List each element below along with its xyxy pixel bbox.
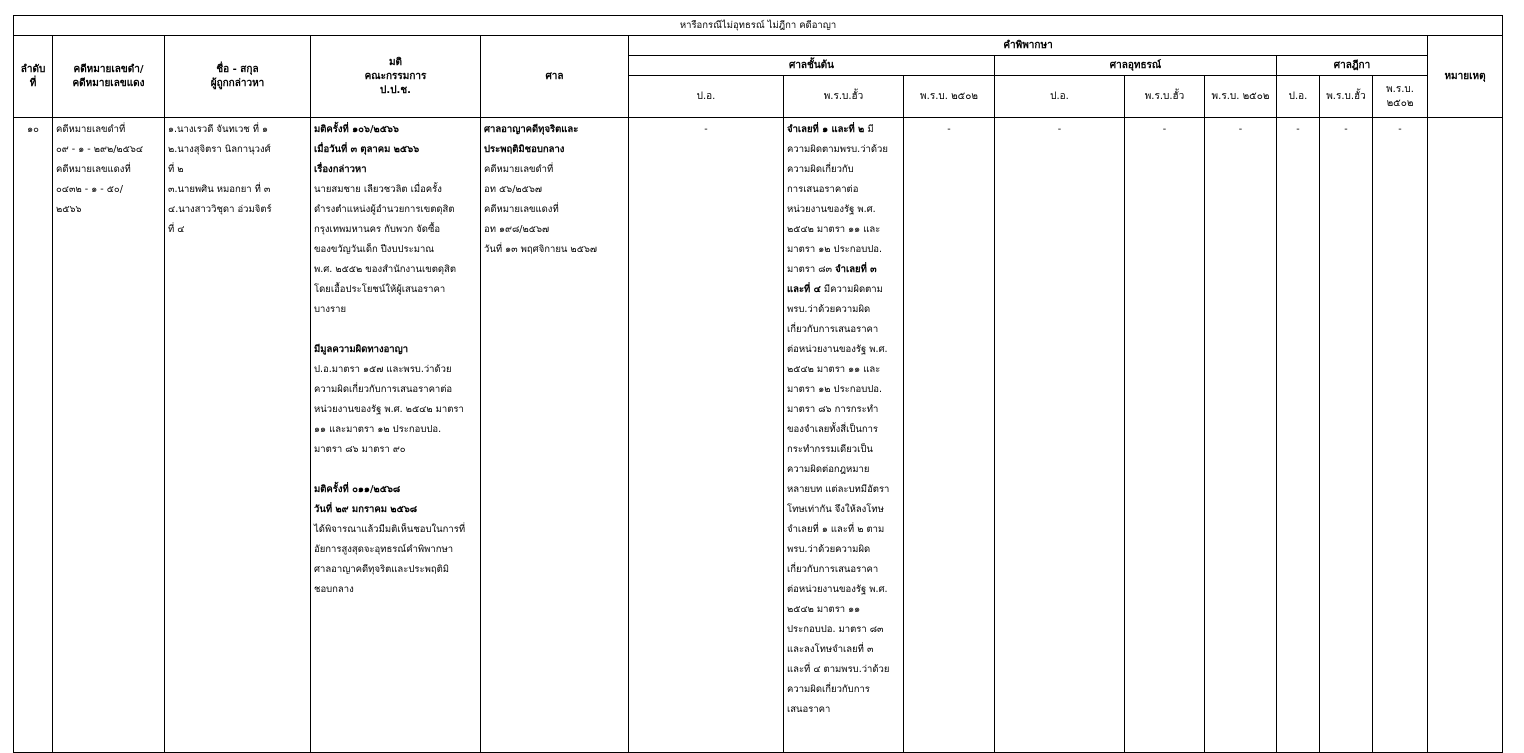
bid-act-text-bold: จำเลยที่ ๓ bbox=[835, 264, 877, 275]
bid-act-text: จำเลยที่ ๑ และที่ ๒ bbox=[787, 124, 865, 135]
header-appeal-act-2502: พ.ร.บ. ๒๕๐๒ bbox=[1205, 76, 1277, 118]
bid-act-line bbox=[787, 220, 900, 240]
header-appeal-criminal-code: ป.อ. bbox=[995, 76, 1125, 118]
bid-act-line bbox=[787, 280, 900, 300]
bid-act-text-rest: มีความผิดตาม bbox=[820, 284, 883, 295]
bid-act-text: ๒๕๔๒ มาตรา ๑๑ และ bbox=[787, 224, 881, 235]
bid-act-text: การเสนอราคาต่อ bbox=[787, 184, 859, 195]
bid-act-line bbox=[787, 540, 900, 560]
header-judgment: คำพิพากษา bbox=[629, 36, 1428, 56]
bid-act-text: และที่ ๔ bbox=[787, 284, 821, 295]
header-first-court-bid-act: พ.ร.บ.ฮั้ว bbox=[784, 76, 904, 118]
bid-act-line bbox=[787, 400, 900, 420]
bid-act-text: และลงโทษจำเลยที่ ๓ bbox=[787, 644, 874, 655]
bid-act-line bbox=[787, 140, 900, 160]
bid-act-line bbox=[787, 440, 900, 460]
cell-supreme-criminal-code: - bbox=[1277, 118, 1320, 753]
bid-act-line bbox=[787, 420, 900, 440]
bid-act-line bbox=[787, 600, 900, 620]
header-court: ศาล bbox=[481, 36, 629, 118]
table-title: หารือกรณีไม่อุทธรณ์ ไม่ฎีกา คดีอาญา bbox=[14, 16, 1503, 36]
bid-act-line bbox=[787, 520, 900, 540]
header-first-court: ศาลชั้นต้น bbox=[629, 56, 995, 76]
bid-act-text: หน่วยงานของรัฐ พ.ศ. bbox=[787, 204, 876, 215]
bid-act-line bbox=[787, 240, 900, 260]
bid-act-text: เสนอราคา bbox=[787, 704, 831, 715]
cell-first-court-bid-act bbox=[784, 118, 904, 753]
cell-first-court-criminal-code: - bbox=[629, 118, 784, 753]
case-table bbox=[13, 15, 1503, 753]
bid-act-line bbox=[787, 200, 900, 220]
bid-act-line bbox=[787, 560, 900, 580]
header-supreme-criminal-code: ป.อ. bbox=[1277, 76, 1320, 118]
header-remark: หมายเหตุ bbox=[1428, 36, 1503, 118]
cell-first-court-act-2502: - bbox=[904, 118, 995, 753]
header-accused-name: ชื่อ - สกุล ผู้ถูกกล่าวหา bbox=[165, 36, 311, 118]
bid-act-text: มาตรา ๘๖ การกระทำ bbox=[787, 404, 879, 415]
bid-act-line bbox=[787, 360, 900, 380]
bid-act-text-rest: มี bbox=[864, 124, 874, 135]
bid-act-line bbox=[787, 180, 900, 200]
bid-act-text: ประกอบปอ. มาตรา ๘๓ bbox=[787, 624, 884, 635]
cell-appeal-criminal-code: - bbox=[995, 118, 1125, 753]
bid-act-text: หลายบท แต่ละบทมีอัตรา bbox=[787, 484, 890, 495]
cell-seq: ๑๐ bbox=[14, 118, 53, 753]
cell-appeal-bid-act: - bbox=[1125, 118, 1205, 753]
cell-case-no: คดีหมายเลขดำที่ ๐๙ - ๑ - ๒๙๒/๒๕๖๔ คดีหมายเลขแดงที่ ๐๔๓๒ - ๑ - ๕๐/ ๒๕๖๖ bbox=[53, 118, 165, 753]
bid-act-text: ความผิดตามพรบ.ว่าด้วย bbox=[787, 144, 888, 155]
bid-act-line bbox=[787, 640, 900, 660]
header-appeal-bid-act: พ.ร.บ.ฮั้ว bbox=[1125, 76, 1205, 118]
bid-act-line bbox=[787, 380, 900, 400]
bid-act-text: ๒๕๔๒ มาตรา ๑๑ bbox=[787, 604, 861, 615]
bid-act-text: ต่อหน่วยงานของรัฐ พ.ศ. bbox=[787, 344, 888, 355]
bid-act-text: มาตรา ๑๒ ประกอบปอ. bbox=[787, 384, 883, 395]
bid-act-line bbox=[787, 480, 900, 500]
bid-act-line bbox=[787, 320, 900, 340]
bid-act-text: โทษเท่ากัน จึงให้ลงโทษ bbox=[787, 504, 884, 515]
cell-resolution: มติครั้งที่ ๑๐๖/๒๕๖๖ เมื่อวันที่ ๓ ตุลาคม ๒๕๖๖ เรื่องกล่าวหา นายสมชาย เลียวชวลิต เมื่อครั้ง ดำรงตำแหน่งผู้อำนวยการเขตดุสิต กรุงเทพมหานคร กับพวก จัดซื้อ ของขวัญวันเด็ก ปีงบประมาณ พ.ศ. ๒๕๕๒ ของสำนักงานเขตดุสิต โดยเอื้อประโยชน์ให้ผู้เสนอราคา บางราย มีมูลความผิดทางอาญา ป.อ.มาตรา ๑๕๗ และพรบ.ว่าด้วย ความผิดเกี่ยวกับการเสนอราคาต่อ หน่วยงานของรัฐ พ.ศ. ๒๕๔๒ มาตรา ๑๑ และมาตรา ๑๒ ประกอบปอ. มาตรา ๘๖ มาตรา ๙๐ มติครั้งที่ ๐๑๑/๒๕๖๘ วันที่ ๒๙ มกราคม ๒๕๖๘ ได้พิจารณาแล้วมีมติเห็นชอบในการที่ อัยการสูงสุดจะอุทธรณ์คำพิพากษา ศาลอาญาคดีทุจริตและประพฤติมิ ชอบกลาง bbox=[311, 118, 481, 753]
case-table-sheet bbox=[13, 15, 1502, 749]
bid-act-text: เกี่ยวกับการเสนอราคา bbox=[787, 564, 879, 575]
header-resolution: มติ คณะกรรมการ ป.ป.ช. bbox=[311, 36, 481, 118]
header-first-court-criminal-code: ป.อ. bbox=[629, 76, 784, 118]
bid-act-line bbox=[787, 660, 900, 680]
cell-remark bbox=[1428, 118, 1503, 753]
bid-act-line bbox=[787, 700, 900, 720]
header-first-court-act-2502: พ.ร.บ. ๒๕๐๒ bbox=[904, 76, 995, 118]
bid-act-text: มาตรา ๘๓ bbox=[787, 264, 836, 275]
bid-act-text: จำเลยที่ ๑ และที่ ๒ ตาม bbox=[787, 524, 885, 535]
cell-supreme-bid-act: - bbox=[1320, 118, 1373, 753]
bid-act-text: ต่อหน่วยงานของรัฐ พ.ศ. bbox=[787, 584, 888, 595]
bid-act-line bbox=[787, 340, 900, 360]
bid-act-text: ความผิดเกี่ยวกับการ bbox=[787, 684, 870, 695]
bid-act-text: ความผิดต่อกฎหมาย bbox=[787, 464, 870, 475]
header-seq: ลำดับ ที่ bbox=[14, 36, 53, 118]
table-row bbox=[14, 118, 1503, 753]
bid-act-text: ความผิดเกี่ยวกับ bbox=[787, 164, 854, 175]
header-supreme-act-2502: พ.ร.บ. ๒๕๐๒ bbox=[1373, 76, 1428, 118]
header-supreme-court: ศาลฎีกา bbox=[1277, 56, 1428, 76]
bid-act-line bbox=[787, 120, 900, 140]
header-supreme-bid-act: พ.ร.บ.ฮั้ว bbox=[1320, 76, 1373, 118]
bid-act-text: พรบ.ว่าด้วยความผิด bbox=[787, 544, 871, 555]
bid-act-line bbox=[787, 620, 900, 640]
bid-act-text: ๒๕๔๒ มาตรา ๑๑ และ bbox=[787, 364, 881, 375]
bid-act-line bbox=[787, 580, 900, 600]
header-appeal-court: ศาลอุทธรณ์ bbox=[995, 56, 1277, 76]
cell-appeal-act-2502: - bbox=[1205, 118, 1277, 753]
bid-act-text: พรบ.ว่าด้วยความผิด bbox=[787, 304, 871, 315]
bid-act-line bbox=[787, 260, 900, 280]
bid-act-text: กระทำกรรมเดียวเป็น bbox=[787, 444, 873, 455]
bid-act-line bbox=[787, 300, 900, 320]
bid-act-line bbox=[787, 500, 900, 520]
cell-supreme-act-2502: - bbox=[1373, 118, 1428, 753]
bid-act-text: มาตรา ๑๒ ประกอบปอ. bbox=[787, 244, 883, 255]
cell-court: ศาลอาญาคดีทุจริตและ ประพฤติมิชอบกลาง คดีหมายเลขดำที่ อท ๕๖/๒๕๖๗ คดีหมายเลขแดงที่ อท ๑๙๘/๒๕๖๗ วันที่ ๑๓ พฤศจิกายน ๒๕๖๗ bbox=[481, 118, 629, 753]
cell-accused-names: ๑.นางเรวดี จันทเวช ที่ ๑ ๒.นางสุจิตรา นิลกานุวงศ์ ที่ ๒ ๓.นายพศิน หมอกยา ที่ ๓ ๔.นางสาววิชุดา อ่วมจิตร์ ที่ ๔ bbox=[165, 118, 311, 753]
bid-act-text: และที่ ๔ ตามพรบ.ว่าด้วย bbox=[787, 664, 890, 675]
header-case-no: คดีหมายเลขดำ/ คดีหมายเลขแดง bbox=[53, 36, 165, 118]
bid-act-text: ของจำเลยทั้งสี่เป็นการ bbox=[787, 424, 879, 435]
bid-act-line bbox=[787, 460, 900, 480]
bid-act-text: เกี่ยวกับการเสนอราคา bbox=[787, 324, 879, 335]
bid-act-line bbox=[787, 680, 900, 700]
bid-act-line bbox=[787, 160, 900, 180]
